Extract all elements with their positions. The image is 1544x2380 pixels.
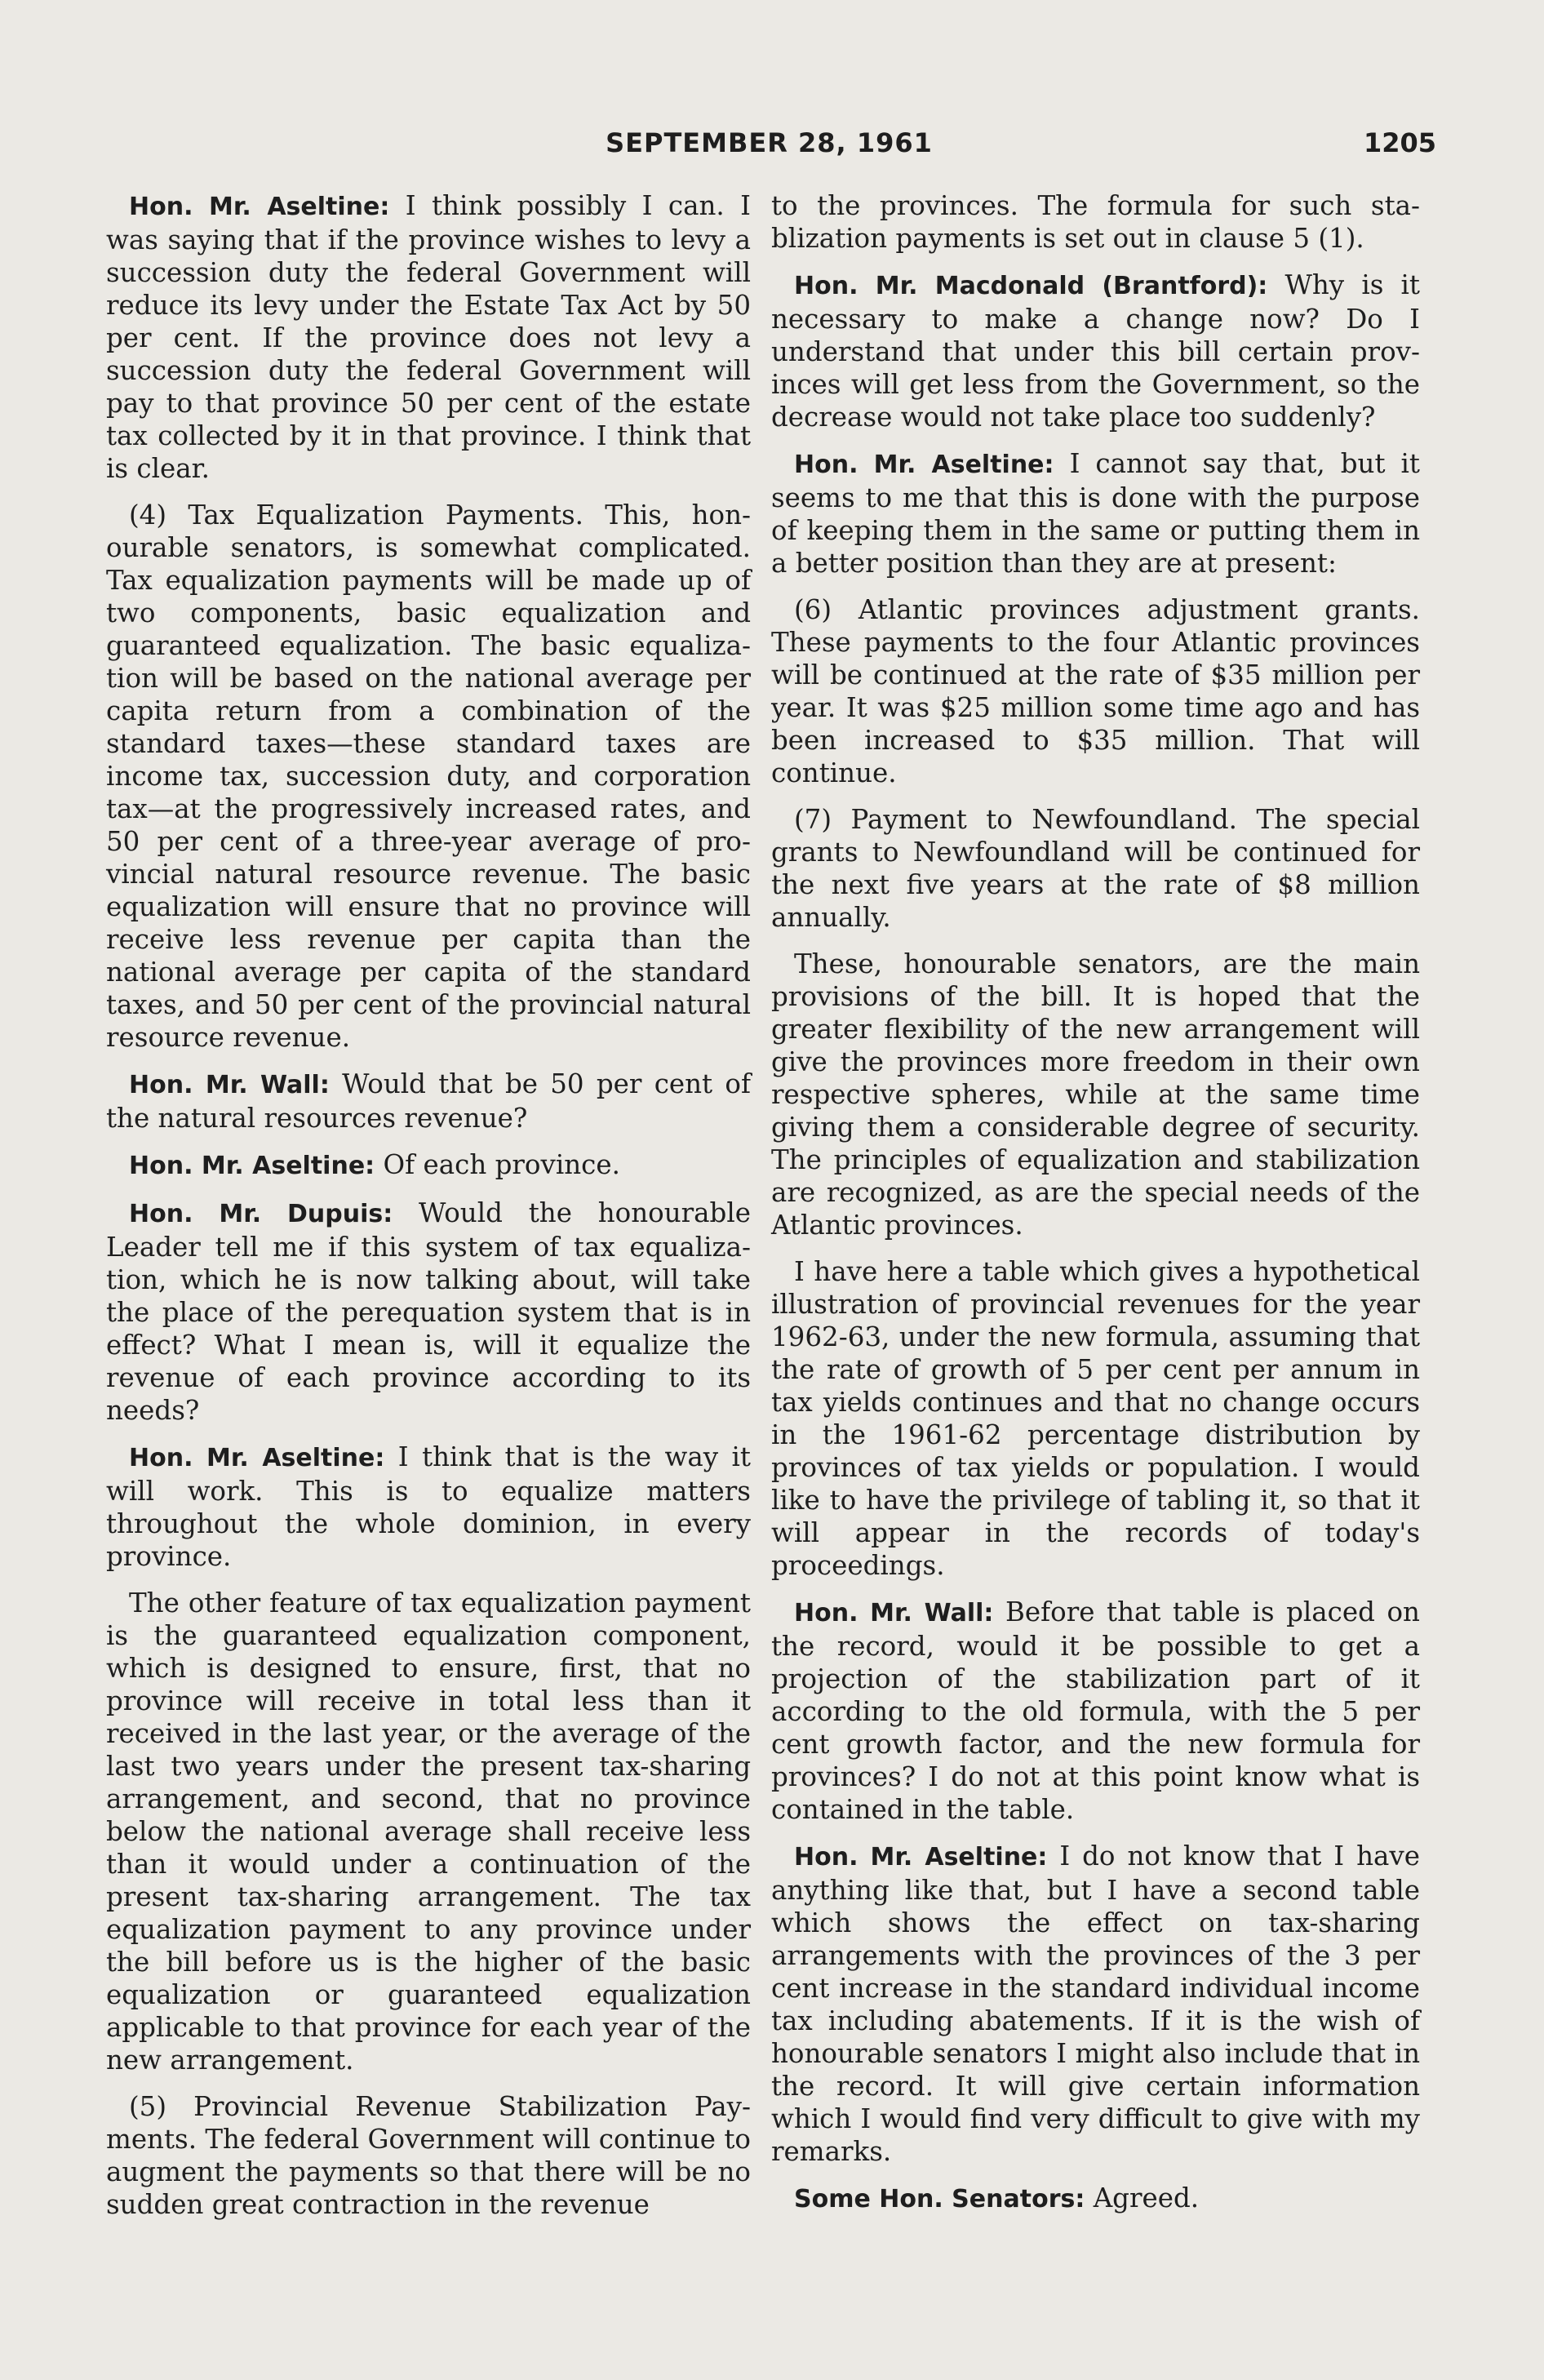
speaker-name: Hon. Mr. Aseltine:	[794, 1843, 1048, 1872]
paragraph	[771, 447, 1420, 579]
paragraph	[106, 1441, 751, 1573]
paragraph	[106, 1148, 751, 1183]
paragraph	[106, 1068, 751, 1134]
page-header	[102, 122, 1436, 171]
paragraph-text: Before that table is placed on the record, would it be possible to get a projection of the stabilization part of it according to the old formula, with the 5 per cent growth factor, and the new formula for provinces? I do not at this point know what is contained in the table.	[771, 1596, 1420, 1825]
speaker-name: Hon. Mr. Macdonald (Brantford):	[794, 272, 1268, 300]
paragraph	[106, 2090, 751, 2221]
header-date: SEPTEMBER 28, 1961	[606, 127, 933, 158]
paragraph-text: I have here a table which gives a hypothetical illustration of provincial revenues for the year 1962-63, under the new formula, assuming that the rate of growth of 5 per cent per annum in tax yields continues and that no change occurs in the 1961-62 percentage distribution by provinces of tax yields or population. I would like to have the privilege of tabling it, so that it will appear in the records of today's proceedings.	[771, 1256, 1420, 1581]
paragraph	[771, 803, 1420, 934]
paragraph-text: (7) Payment to Newfoundland. The special grants to Newfoundland will be continued for the next five years at the rate of $8 million annually.	[771, 804, 1420, 933]
page-number: 1205	[1363, 127, 1436, 158]
paragraph-text: I do not know that I have anything like that, but I have a second table which shows the effect on tax-sharing arrangements with the provinces of the 3 per cent increase in the standard individual income tax including abatements. If it is the wish of honourable senators I might also include that in the record. It will give certain information which I would find very difficult to give with my remarks.	[771, 1841, 1420, 2167]
paragraph	[771, 948, 1420, 1241]
speaker-name: Hon. Mr. Dupuis:	[129, 1200, 393, 1228]
paragraph-text: (4) Tax Equalization Payments. This, honourable senators, is somewhat complicated. Tax equalization payments will be made up of two components, basic equalization and guaranteed equalization. The basic equalization will be based on the national average per capita return from a combination of the standard taxes—these standard taxes are income tax, succession duty, and corporation tax—at the progressively increased rates, and 50 per cent of a three-year average of provincial natural resource revenue. The basic equalization will ensure that no province will receive less revenue per capita than the national average per capita of the standard taxes, and 50 per cent of the provincial natural resource revenue.	[106, 500, 751, 1053]
paragraph-text: Agreed.	[1093, 2182, 1200, 2213]
speaker-name: Hon. Mr. Aseltine:	[129, 1152, 375, 1180]
paragraph	[771, 1255, 1420, 1582]
paragraph-text: The other feature of tax equalization payment is the guaranteed equalization component, which is designed to ensure, first, that no province will receive in total less than it received in the last year, or the average of the last two years under the present tax-sharing arrangement, and second, that no province below the national average shall receive less than it would under a continuation of the present tax-sharing arrangement. The tax equalization payment to any province under the bill before us is the higher of the basic equalization or guaranteed equalization applicable to that province for each year of the new arrangement.	[106, 1587, 751, 2076]
paragraph-text: (5) Provincial Revenue Stabilization Payments. The federal Government will continue to augment the payments so that there will be no sudden great contraction in the revenue	[106, 2091, 751, 2220]
speaker-name: Hon. Mr. Aseltine:	[794, 451, 1054, 479]
paragraph-text: I think that is the way it will work. This is to equalize matters throughout the whole dominion, in every province.	[106, 1441, 751, 1572]
paragraph-text: Would the honourable Leader tell me if this system of tax equalization, which he is now talking about, will take the place of the perequation system that is in effect? What I mean is, will it equalize the revenue of each province according to its needs?	[106, 1197, 751, 1426]
paragraph	[771, 1596, 1420, 1826]
speaker-name: Hon. Mr. Wall:	[129, 1071, 330, 1099]
paragraph	[771, 269, 1420, 433]
paragraph-text: I think possibly I can. I was saying that if the province wishes to levy a succession duty the federal Government will reduce its levy under the Estate Tax Act by 50 per cent. If the province does not levy a succession duty the federal Government will pay to that province 50 per cent of the estate tax collected by it in that province. I think that is clear.	[106, 190, 751, 484]
speaker-name: Hon. Mr. Wall:	[794, 1599, 994, 1627]
paragraph	[106, 1587, 751, 2076]
paragraph	[106, 189, 751, 485]
paragraph-text: I cannot say that, but it seems to me that this is done with the purpose of keeping them in the same or putting them in a better position than they are at present:	[771, 448, 1420, 579]
paragraph-text: (6) Atlantic provinces adjustment grants. These payments to the four Atlantic provinces will be continued at the rate of $35 million per year. It was $25 million some time ago and has been increased to $35 million. That will continue.	[771, 594, 1420, 788]
paragraph-text: Why is it necessary to make a change now? Do I understand that under this bill certain provinces will get less from the Government, so the decrease would not take place too suddenly?	[771, 269, 1420, 433]
paragraph	[106, 499, 751, 1054]
paragraph	[771, 593, 1420, 789]
paragraph-text: Would that be 50 per cent of the natural resources revenue?	[106, 1068, 751, 1134]
speaker-name: Hon. Mr. Aseltine:	[129, 193, 390, 221]
speaker-name: Some Hon. Senators:	[794, 2185, 1085, 2213]
paragraph	[771, 2182, 1420, 2216]
paragraph-text: to the provinces. The formula for such stablization payments is set out in clause 5 (1).	[771, 190, 1420, 254]
paragraph	[771, 189, 1420, 255]
paragraph	[771, 1840, 1420, 2168]
left-column	[106, 189, 751, 2235]
speaker-name: Hon. Mr. Aseltine:	[129, 1444, 385, 1472]
right-column	[771, 189, 1420, 2230]
paragraph-text: These, honourable senators, are the main provisions of the bill. It is hoped that the greater flexibility of the new arrangement will give the provinces more freedom in their own respective spheres, while at the same time giving them a considerable degree of security. The principles of equalization and stabilization are recognized, as are the special needs of the Atlantic provinces.	[771, 948, 1420, 1241]
paragraph	[106, 1197, 751, 1427]
paragraph-text: Of each province.	[383, 1149, 620, 1180]
